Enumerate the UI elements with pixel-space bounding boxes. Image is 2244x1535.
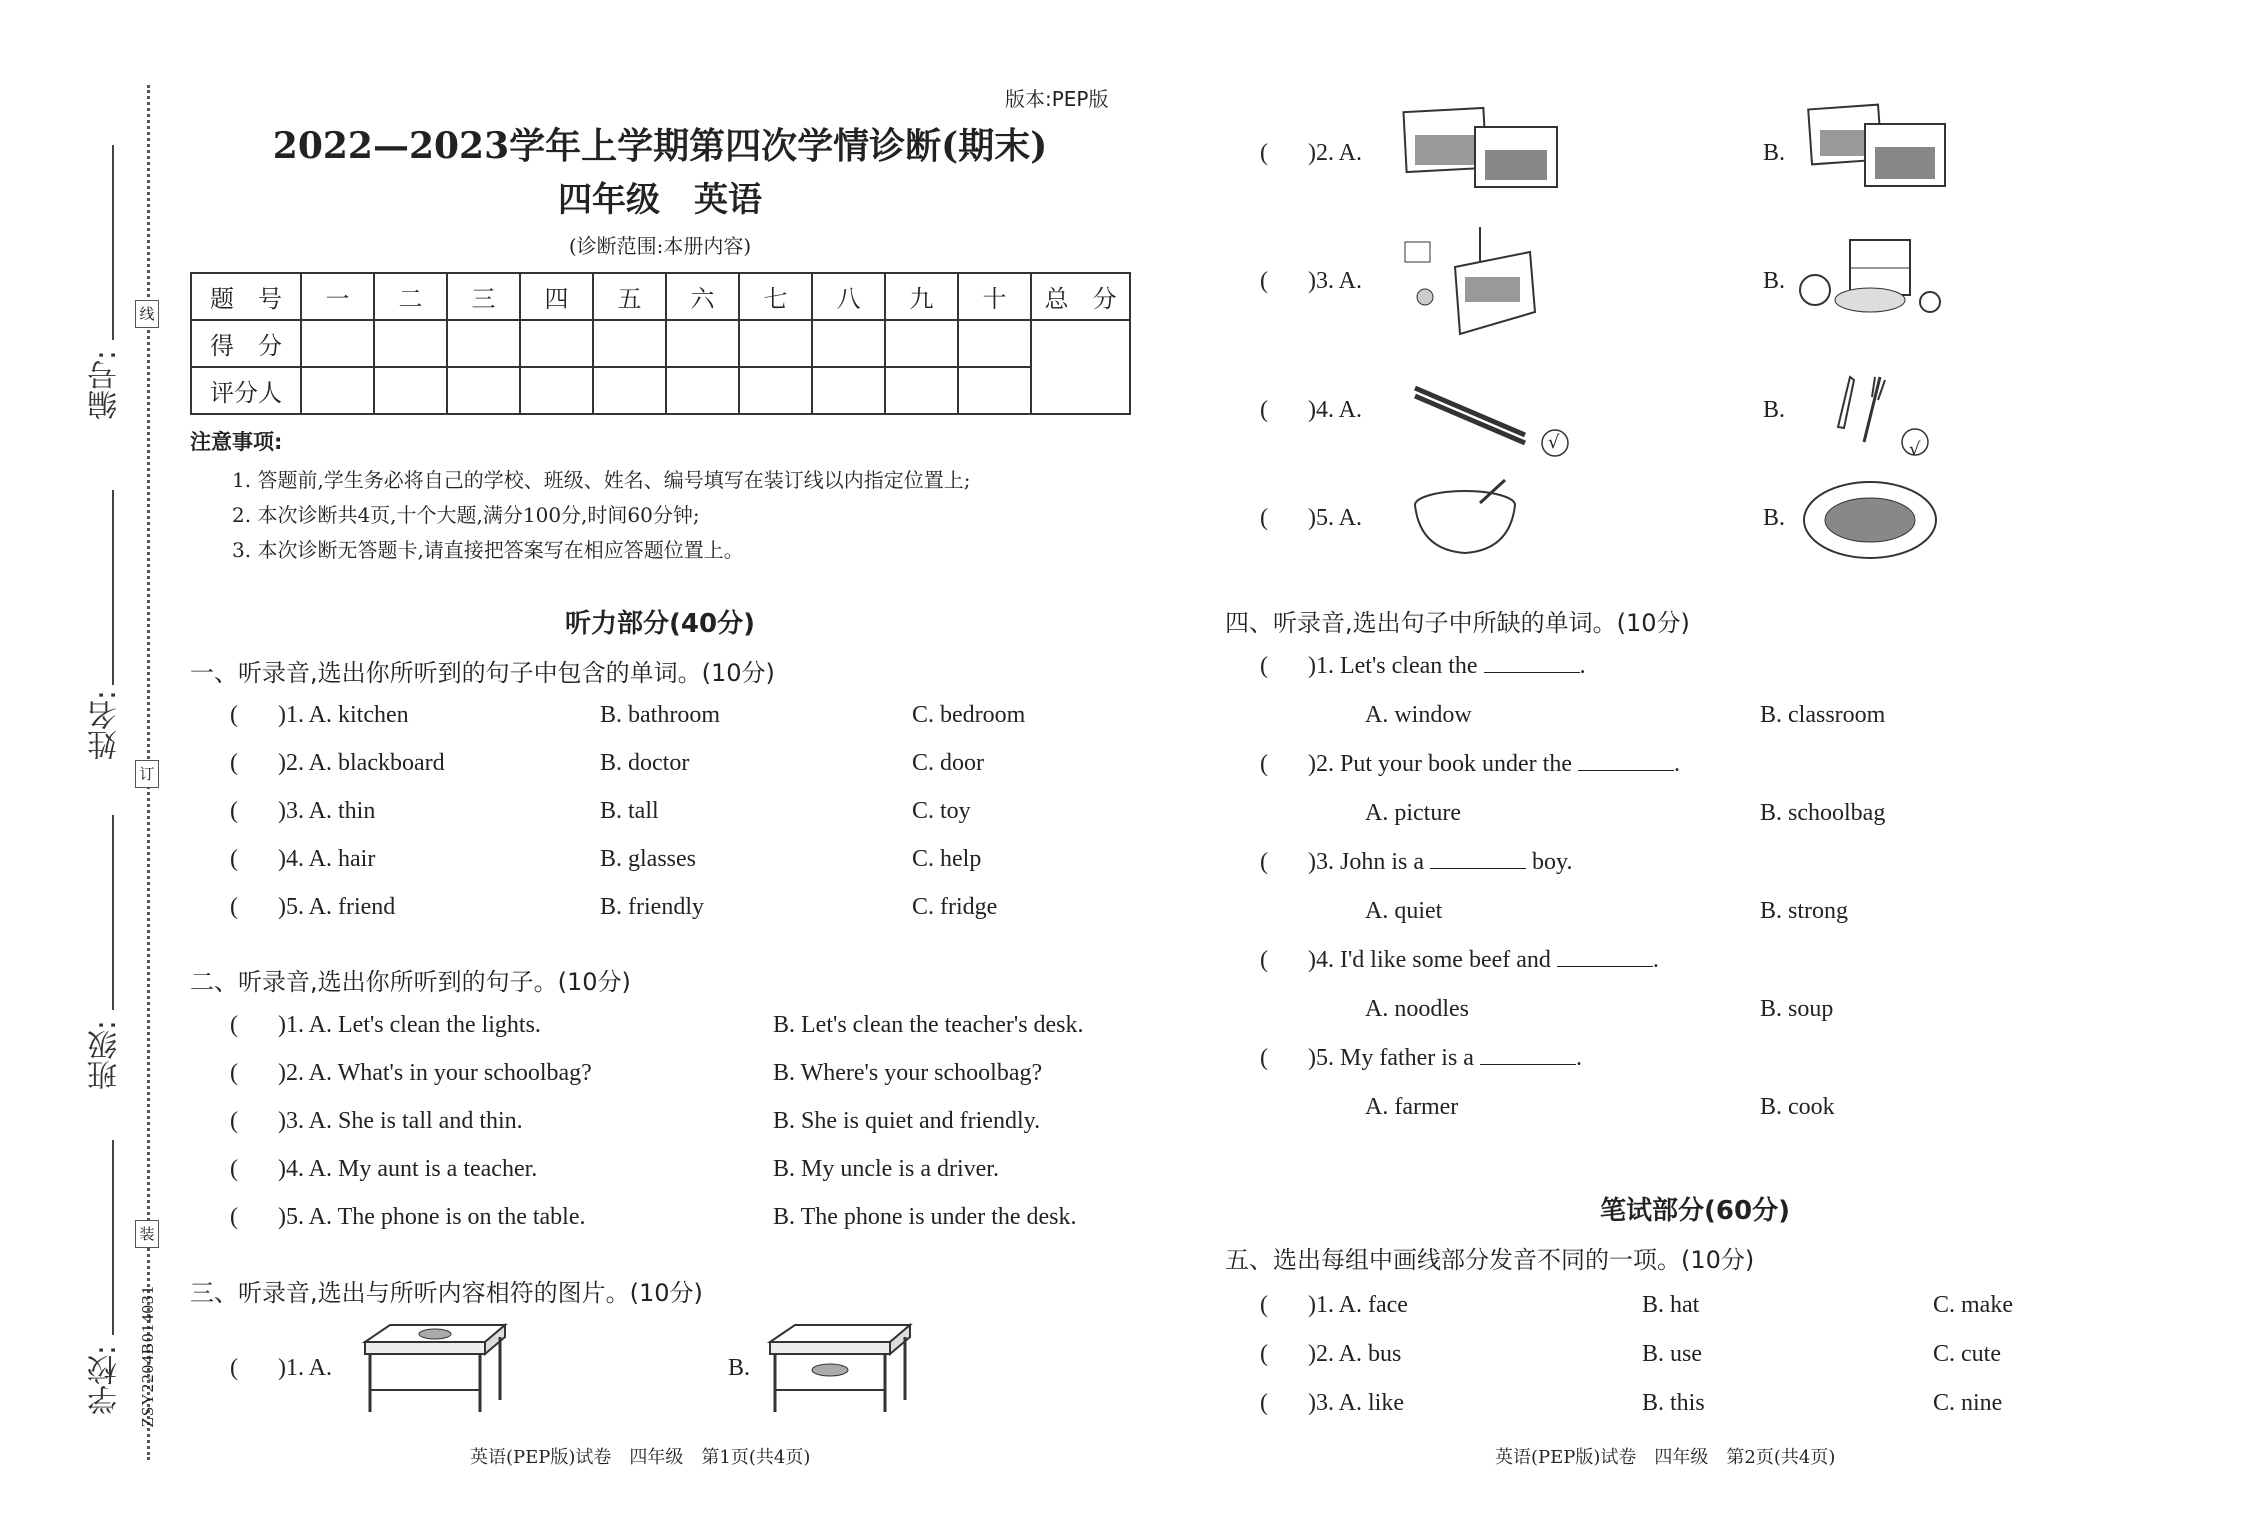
grader-input[interactable] xyxy=(447,367,520,414)
list-item: ( )5. A. The phone is on the table. xyxy=(230,1204,586,1230)
score-cell: 九 xyxy=(885,273,958,320)
score-input[interactable] xyxy=(666,320,739,367)
option-b: B. this xyxy=(1642,1390,1705,1416)
score-cell: 四 xyxy=(520,273,593,320)
option-b: B. soup xyxy=(1760,996,1834,1022)
score-header-row xyxy=(191,273,1130,320)
list-item: ( )4. A. hair xyxy=(230,846,376,872)
score-table xyxy=(190,272,1131,415)
section3-title: 三、听录音,选出与所听内容相符的图片。(10分) xyxy=(190,1279,703,1307)
option-b: B. bathroom xyxy=(600,702,720,728)
score-cell: 八 xyxy=(812,273,885,320)
list-item: ( )2. A. What's in your schoolbag? xyxy=(230,1060,592,1086)
fill-blank[interactable] xyxy=(1430,867,1526,869)
option-a: A. picture xyxy=(1365,800,1461,826)
option-b: B. My uncle is a driver. xyxy=(773,1156,999,1182)
list-item: ( )4. I'd like some beef and . xyxy=(1260,947,1659,973)
footer-left: 英语(PEP版)试卷 四年级 第1页(共4页) xyxy=(470,1447,811,1468)
option-b: B. strong xyxy=(1760,898,1849,924)
list-item: ( )1. A. kitchen xyxy=(230,702,409,728)
score-input[interactable] xyxy=(958,320,1031,367)
school-label: 学校: xyxy=(88,1345,123,1416)
list-item: ( )2. A. blackboard xyxy=(230,750,445,776)
score-input[interactable] xyxy=(885,320,958,367)
books-picture-b[interactable] xyxy=(1800,102,1950,197)
list-item: ( )2. Put your book under the . xyxy=(1260,751,1680,777)
grader-input[interactable] xyxy=(301,367,374,414)
score-row-label: 得 分 xyxy=(191,320,301,367)
option-a: A. noodles xyxy=(1365,996,1469,1022)
score-cell: 五 xyxy=(593,273,666,320)
option-b: B. friendly xyxy=(600,894,704,920)
option-b: B. Let's clean the teacher's desk. xyxy=(773,1012,1084,1038)
option-b-label: B. xyxy=(728,1355,751,1381)
class-label: 班级: xyxy=(88,1020,123,1091)
score-cell: 六 xyxy=(666,273,739,320)
score-cell: 二 xyxy=(374,273,447,320)
name-field[interactable] xyxy=(112,490,114,685)
option-c: C. door xyxy=(912,750,984,776)
note-item: 1. 答题前,学生务必将自己的学校、班级、姓名、编号填写在装订线以内指定位置上; xyxy=(232,468,971,492)
list-item: ( )1. A. xyxy=(230,1355,332,1381)
list-item: ( )3. A. She is tall and thin. xyxy=(230,1108,523,1134)
school-field[interactable] xyxy=(112,1140,114,1335)
option-a: A. quiet xyxy=(1365,898,1443,924)
checkmark-icon: √ xyxy=(1909,439,1921,460)
grader-input[interactable] xyxy=(958,367,1031,414)
section1-title: 一、听录音,选出你所听到的句子中包含的单词。(10分) xyxy=(190,659,775,687)
exam-title: 2022—2023学年上学期第四次学情诊断(期末) xyxy=(272,125,1048,167)
section2-title: 二、听录音,选出你所听到的句子。(10分) xyxy=(190,968,631,996)
option-c: C. cute xyxy=(1933,1341,2001,1367)
option-b-label: B. xyxy=(1763,397,1786,423)
grader-input[interactable] xyxy=(593,367,666,414)
option-b: B. hat xyxy=(1642,1292,1700,1318)
soup-bowl-picture-a[interactable] xyxy=(1410,475,1530,560)
note-item: 2. 本次诊断共4页,十个大题,满分100分,时间60分钟; xyxy=(232,503,700,527)
score-cell: 十 xyxy=(958,273,1031,320)
grader-input[interactable] xyxy=(739,367,812,414)
option-b: B. She is quiet and friendly. xyxy=(773,1108,1041,1134)
binding-mark-pack: 装 xyxy=(135,1220,159,1248)
fill-blank[interactable] xyxy=(1557,965,1653,967)
score-cell: 三 xyxy=(447,273,520,320)
exam-scope: (诊断范围:本册内容) xyxy=(568,234,752,258)
section5-title: 五、选出每组中画线部分发音不同的一项。(10分) xyxy=(1225,1246,1755,1274)
score-cell: 七 xyxy=(739,273,812,320)
grader-input[interactable] xyxy=(520,367,593,414)
list-item: ( )4. A. xyxy=(1260,397,1362,423)
grader-input[interactable] xyxy=(885,367,958,414)
list-item: ( )2. A. xyxy=(1260,140,1362,166)
option-a: A. window xyxy=(1365,702,1472,728)
grade-subject: 四年级 英语 xyxy=(558,180,762,220)
grader-input[interactable] xyxy=(812,367,885,414)
list-item: ( )4. A. My aunt is a teacher. xyxy=(230,1156,538,1182)
binding-mark-line: 线 xyxy=(135,300,159,328)
option-b: B. schoolbag xyxy=(1760,800,1886,826)
option-b-label: B. xyxy=(1763,268,1786,294)
score-input[interactable] xyxy=(374,320,447,367)
score-input[interactable] xyxy=(447,320,520,367)
score-cell: 总 分 xyxy=(1031,273,1130,320)
list-item: ( )3. A. like xyxy=(1260,1390,1404,1416)
score-input[interactable] xyxy=(812,320,885,367)
note-item: 3. 本次诊断无答题卡,请直接把答案写在相应答题位置上。 xyxy=(232,538,744,562)
writing-section-title: 笔试部分(60分) xyxy=(1600,1196,1790,1226)
section4-title: 四、听录音,选出句子中所缺的单词。(10分) xyxy=(1225,609,1690,637)
option-a: A. farmer xyxy=(1365,1094,1459,1120)
list-item: ( )1. A. Let's clean the lights. xyxy=(230,1012,541,1038)
fill-blank[interactable] xyxy=(1578,769,1674,771)
option-c: C. help xyxy=(912,846,982,872)
option-b-label: B. xyxy=(1763,505,1786,531)
option-c: C. make xyxy=(1933,1292,2013,1318)
list-item: ( )2. A. bus xyxy=(1260,1341,1402,1367)
option-c: C. fridge xyxy=(912,894,998,920)
list-item: ( )1. Let's clean the . xyxy=(1260,653,1586,679)
footer-right: 英语(PEP版)试卷 四年级 第2页(共4页) xyxy=(1495,1447,1836,1468)
option-b: B. cook xyxy=(1760,1094,1835,1120)
listening-section-title: 听力部分(40分) xyxy=(565,609,755,639)
list-item: ( )1. A. face xyxy=(1260,1292,1408,1318)
version-label: 版本:PEP版 xyxy=(1005,87,1109,111)
option-b: B. tall xyxy=(600,798,659,824)
grader-row-label: 评分人 xyxy=(191,367,301,414)
books-picture-a[interactable] xyxy=(1400,105,1565,195)
number-label: 编号: xyxy=(88,350,123,421)
list-item: ( )3. A. thin xyxy=(230,798,376,824)
binding-mark-order: 订 xyxy=(135,760,159,788)
option-b: B. use xyxy=(1642,1341,1702,1367)
name-label: 姓名: xyxy=(88,690,123,761)
fill-blank[interactable] xyxy=(1480,1063,1576,1065)
score-cell: 一 xyxy=(301,273,374,320)
list-item: ( )3. A. xyxy=(1260,268,1362,294)
grader-input[interactable] xyxy=(666,367,739,414)
paper-code: ZSY2204B014031 xyxy=(138,1285,157,1428)
option-b-label: B. xyxy=(1763,140,1786,166)
list-item: ( )5. My father is a . xyxy=(1260,1045,1582,1071)
kitchen-picture-a[interactable] xyxy=(1395,222,1545,342)
total-score-input[interactable] xyxy=(1031,320,1130,414)
score-input[interactable] xyxy=(301,320,374,367)
grader-input[interactable] xyxy=(374,367,447,414)
checkmark-icon: √ xyxy=(1548,432,1560,453)
score-input[interactable] xyxy=(593,320,666,367)
score-cell: 题 号 xyxy=(191,273,301,320)
desk-picture-b[interactable] xyxy=(765,1320,915,1415)
fill-blank[interactable] xyxy=(1484,671,1580,673)
beef-dish-picture-b[interactable] xyxy=(1800,475,1945,565)
option-c: C. bedroom xyxy=(912,702,1026,728)
option-b: B. The phone is under the desk. xyxy=(773,1204,1077,1230)
option-c: C. nine xyxy=(1933,1390,2003,1416)
score-input[interactable] xyxy=(520,320,593,367)
dining-picture-b[interactable] xyxy=(1795,230,1945,330)
option-b: B. classroom xyxy=(1760,702,1886,728)
option-b: B. glasses xyxy=(600,846,696,872)
list-item: ( )5. A. friend xyxy=(230,894,396,920)
option-c: C. toy xyxy=(912,798,971,824)
list-item: ( )3. John is a boy. xyxy=(1260,849,1573,875)
desk-picture-a[interactable] xyxy=(360,1320,510,1415)
option-b: B. Where's your schoolbag? xyxy=(773,1060,1043,1086)
option-b: B. doctor xyxy=(600,750,690,776)
number-field[interactable] xyxy=(112,145,114,340)
list-item: ( )5. A. xyxy=(1260,505,1362,531)
notes-heading: 注意事项: xyxy=(190,430,283,454)
score-input[interactable] xyxy=(739,320,812,367)
class-field[interactable] xyxy=(112,815,114,1010)
